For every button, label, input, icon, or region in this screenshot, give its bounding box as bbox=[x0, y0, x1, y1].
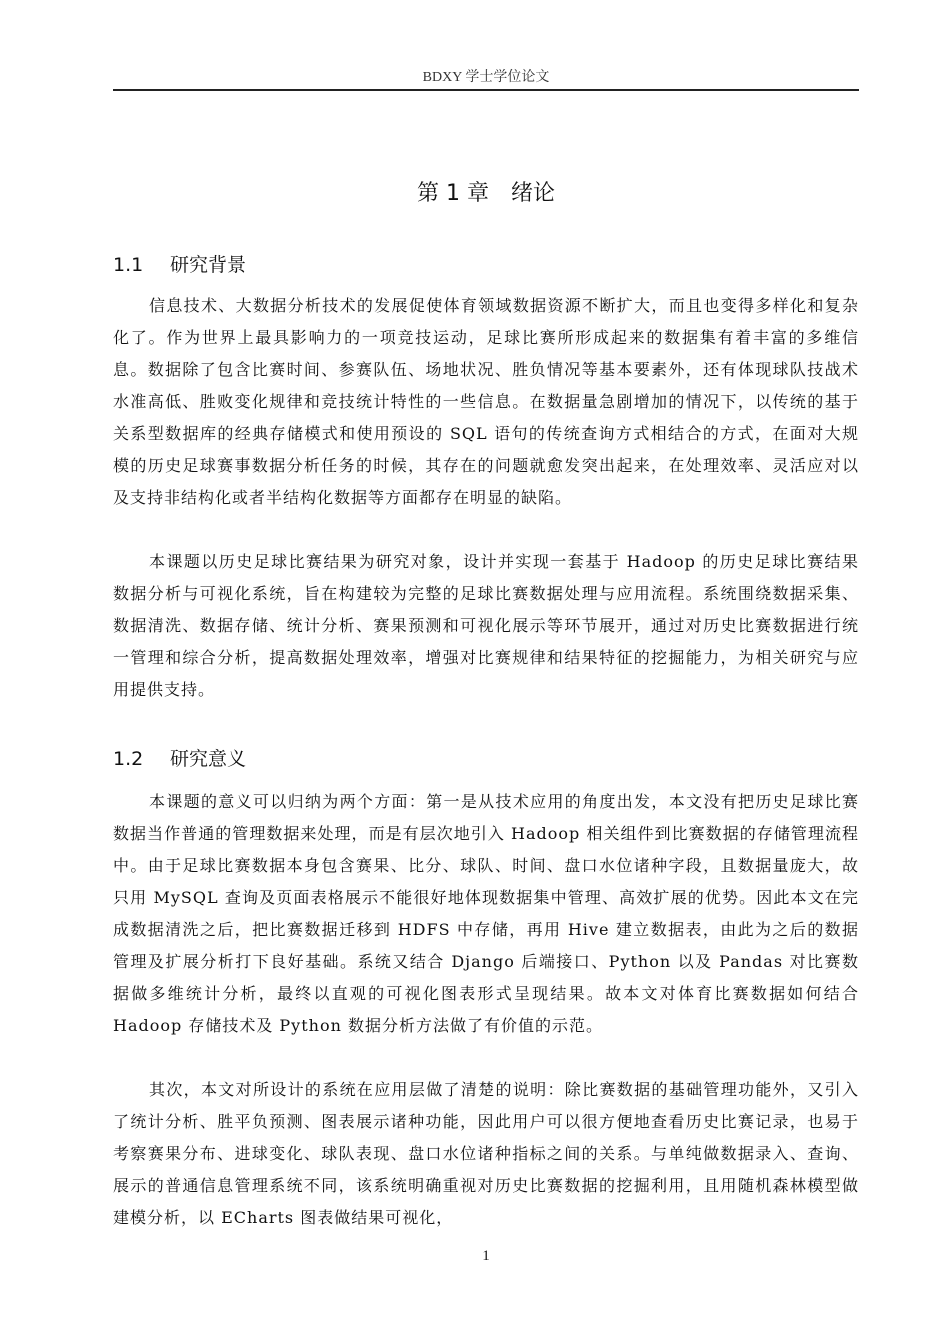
section-title: 研究背景 bbox=[170, 254, 247, 276]
section-heading-1-1 bbox=[113, 251, 859, 279]
paragraph-background-2: 本课题以历史足球比赛结果为研究对象，设计并实现一套基于 Hadoop 的历史足球比赛结果数据分析与可视化系统，旨在构建较为完整的足球比赛数据处理与应用流程。系统围绕数据采集、数据清洗、数据存储、统计分析、赛果预测和可视化展示等环节展开，通过对历史比赛数据进行统一管理和综合分析，提高数据处理效率，增强对比赛规律和结果特征的挖掘能力，为相关研究与应用提供支持。 bbox=[113, 552, 859, 699]
paragraph-significance-1: 本课题的意义可以归纳为两个方面：第一是从技术应用的角度出发，本文没有把历史足球比赛数据当作普通的管理数据来处理，而是有层次地引入 Hadoop 相关组件到比赛数据的存储管理流程中。由于足球比赛数据本身包含赛果、比分、球队、时间、盘口水位诸种字段，且数据量庞大，故只用 MySQL 查询及页面表格展示不能很好地体现数据集中管理、高效扩展的优势。因此本文在完成数据清洗之后，把比赛数据迁移到 HDFS 中存储，再用 Hive 建立数据表，由此为之后的数据管理及扩展分析打下良好基础。系统又结合 Django 后端接口、Python 以及 Pandas 对比赛数据做多维统计分析，最终以直观的可视化图表形式呈现结果。故本文对体育比赛数据如何结合 Hadoop 存储技术及 Python 数据分析方法做了有价值的示范。 bbox=[113, 792, 859, 1035]
running-header: BDXY 学士学位论文 bbox=[113, 68, 859, 91]
section-number: 1.1 bbox=[113, 254, 144, 276]
section-number: 1.2 bbox=[113, 748, 144, 770]
paragraph-significance-2: 其次，本文对所设计的系统在应用层做了清楚的说明：除比赛数据的基础管理功能外，又引入了统计分析、胜平负预测、图表展示诸种功能，因此用户可以很方便地查看历史比赛记录，也易于考察赛果分布、进球变化、球队表现、盘口水位诸种指标之间的关系。与单纯做数据录入、查询、展示的普通信息管理系统不同，该系统明确重视对历史比赛数据的挖掘利用，且用随机森林模型做建模分析，以 ECharts 图表做结果可视化， bbox=[113, 1080, 859, 1227]
section-heading-1-2 bbox=[113, 745, 859, 773]
section-title: 研究意义 bbox=[170, 748, 247, 770]
paragraph-background-1: 信息技术、大数据分析技术的发展促使体育领域数据资源不断扩大，而且也变得多样化和复杂化了。作为世界上最具影响力的一项竞技运动，足球比赛所形成起来的数据集有着丰富的多维信息。数据除了包含比赛时间、参赛队伍、场地状况、胜负情况等基本要素外，还有体现球队技战术水准高低、胜败变化规律和竞技统计特性的一些信息。在数据量急剧增加的情况下，以传统的基于关系型数据库的经典存储模式和使用预设的 SQL 语句的传统查询方式相结合的方式，在面对大规模的历史足球赛事数据分析任务的时候，其存在的问题就愈发突出起来，在处理效率、灵活应对以及支持非结构化或者半结构化数据等方面都存在明显的缺陷。 bbox=[113, 296, 859, 507]
chapter-title: 第 1 章 绪论 bbox=[417, 181, 555, 206]
page-number: 1 bbox=[482, 1248, 490, 1264]
